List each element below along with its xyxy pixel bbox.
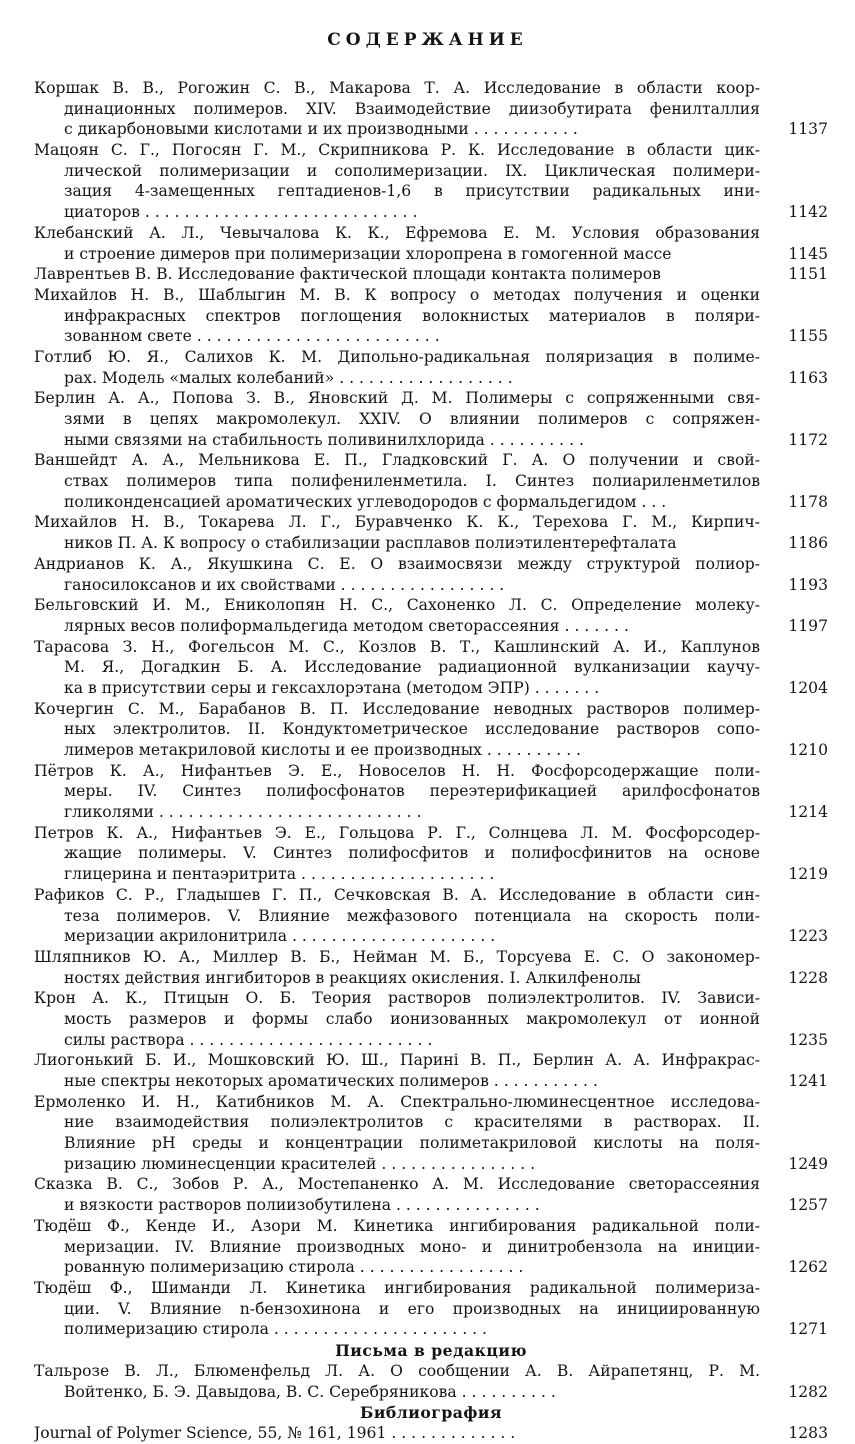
toc-entry-line xyxy=(34,368,828,389)
toc-entry-text: и вязкости растворов полиизобутилена . . . . . . . . . . . . . . . xyxy=(64,1196,540,1215)
toc-entry xyxy=(34,885,828,947)
toc-page-number: 1214 xyxy=(788,803,828,822)
toc-entry-line xyxy=(34,244,828,265)
toc-entry-text: ные спектры некоторых ароматических полимеров . . . . . . . . . . . xyxy=(64,1072,598,1090)
toc-entry-line xyxy=(34,1050,828,1071)
toc-entry-line xyxy=(34,492,828,513)
toc-entry-text: Рафиков С. Р., Гладышев Г. П., Сечковская В. А. Исследование в области син- xyxy=(34,885,760,904)
toc-entry-line xyxy=(34,1278,828,1299)
toc-entry-line xyxy=(34,719,828,740)
toc-entry-text: меры. IV. Синтез полифосфонатов переэтерификацией арилфосфонатов xyxy=(64,782,760,801)
toc-entry-text: Берлин А. А., Попова З. В., Яновский Д. М. Полимеры с сопряженными свя- xyxy=(34,389,760,408)
toc-entry-text: ризацию люминесценции красителей . . . . . . . . . . . . . . . . xyxy=(64,1154,536,1173)
toc-entry-line xyxy=(34,285,828,306)
toc-page-number: 1262 xyxy=(788,1258,828,1277)
toc-entry-line xyxy=(34,657,828,678)
toc-page-number: 1249 xyxy=(788,1154,828,1173)
toc-entry-text: Тарасова З. Н., Фогельсон М. С., Козлов В. Т., Кашлинский А. И., Каплунов xyxy=(34,637,760,656)
toc-entry xyxy=(34,1361,828,1402)
toc-entry xyxy=(34,637,828,699)
toc-entry-text: циаторов . . . . . . . . . . . . . . . . . . . . . . . . . . . . xyxy=(64,203,418,222)
toc-entry-line xyxy=(34,388,828,409)
toc-page-number: 1163 xyxy=(788,368,828,387)
toc-entry-text: Journal of Polymer Science, 55, № 161, 1961 . . . . . . . . . . . . . xyxy=(34,1424,516,1443)
toc-entry-text: ка в присутствии серы и гексахлорэтана (методом ЭПР) . . . . . . . xyxy=(64,678,600,697)
toc-page-number: 1193 xyxy=(788,575,828,594)
toc-entry xyxy=(34,1216,828,1278)
toc-entry-text: инфракрасных спектров поглощения волокнистых материалов в поляри- xyxy=(64,306,760,325)
toc-entry xyxy=(34,1092,828,1175)
toc-page-number: 1235 xyxy=(788,1030,828,1049)
toc-entry-text: Шляпников Ю. А., Миллер В. Б., Нейман М. Б., Торсуева Е. С. О закономер- xyxy=(34,947,760,966)
toc-entry-text: мость размеров и формы слабо ионизованных макромолекул от ионной xyxy=(64,1009,760,1028)
toc-entry xyxy=(34,699,828,761)
toc-entry xyxy=(34,595,828,636)
toc-page-number: 1197 xyxy=(788,616,828,635)
toc-entry-text: Коршак В. В., Рогожин С. В., Макарова Т. А. Исследование в области коор- xyxy=(34,79,760,97)
toc-entry-text: Андрианов К. А., Якушкина С. Е. О взаимосвязи между структурой полиор- xyxy=(34,554,760,573)
toc-entry-text: глицерина и пентаэритрита . . . . . . . . . . . . . . . . . . . . xyxy=(64,865,495,884)
toc-entry-line xyxy=(34,1361,828,1382)
toc-entry-text: лимеров метакриловой кислоты и ее производных . . . . . . . . . . xyxy=(64,741,582,759)
bibliography-heading: Библиография xyxy=(360,1403,502,1423)
toc-entry xyxy=(34,512,828,553)
toc-entry xyxy=(34,78,828,140)
toc-entry-line xyxy=(34,1071,828,1092)
toc-entry-text: лической полимеризации и сополимеризации. IX. Циклическая полимери- xyxy=(64,161,760,180)
toc-entry-line xyxy=(34,450,828,471)
toc-entry-text: Клебанский А. Л., Чевычалова К. К., Ефремова Е. М. Условия образования xyxy=(34,223,760,242)
toc-entry-line xyxy=(34,78,828,99)
letters-heading: Письма в редакцию xyxy=(335,1340,527,1360)
toc-entry-text: Крон А. К., Птицын О. Б. Теория растворов полиэлектролитов. IV. Зависи- xyxy=(34,989,760,1008)
toc-entry-text: жащие полимеры. V. Синтез полифосфитов и полифосфинитов на основе xyxy=(64,844,760,863)
toc-entry-line xyxy=(34,947,828,968)
toc-entry-line xyxy=(34,823,828,844)
toc-entry-text: Бельговский И. М., Ениколопян Н. С., Сахоненко Л. С. Определение молеку- xyxy=(34,596,760,615)
contents-list xyxy=(34,78,828,1444)
toc-entry-line xyxy=(34,554,828,575)
toc-entry-line xyxy=(34,202,828,223)
toc-page-number: 1178 xyxy=(788,492,828,511)
toc-entry xyxy=(34,554,828,595)
toc-entry-line xyxy=(34,843,828,864)
toc-page-number: 1186 xyxy=(788,534,828,553)
toc-entry-text: Войтенко, Б. Э. Давыдова, В. С. Серебряникова . . . . . . . . . . xyxy=(64,1382,556,1401)
toc-entry-line xyxy=(34,1257,828,1278)
toc-entry-line xyxy=(34,1154,828,1175)
toc-page-number: 1155 xyxy=(788,327,828,346)
toc-entry xyxy=(34,988,828,1050)
toc-entry-text: Сказка В. С., Зобов Р. А., Мостепаненко А. М. Исследование светорассеяния xyxy=(34,1175,760,1194)
toc-entry-line xyxy=(34,761,828,782)
toc-entry-text: ных электролитов. II. Кондуктометрическое исследование растворов сопо- xyxy=(64,720,760,739)
toc-entry-line xyxy=(34,99,828,120)
toc-entry-text: меризации акрилонитрила . . . . . . . . . . . . . . . . . . . . . xyxy=(64,927,496,946)
toc-entry-line xyxy=(34,409,828,430)
toc-entry-line xyxy=(34,161,828,182)
toc-entry-line xyxy=(34,802,828,823)
toc-entry-text: динационных полимеров. XIV. Взаимодействие диизобутирата фенилталлия xyxy=(64,99,760,118)
toc-entry-line xyxy=(34,926,828,947)
toc-entry-line xyxy=(34,637,828,658)
toc-entry-text: ностях действия ингибиторов в реакциях окисления. I. Алкилфенолы xyxy=(64,968,641,987)
toc-entry xyxy=(34,388,828,450)
toc-entry-line xyxy=(34,1299,828,1320)
toc-entry-line xyxy=(34,1216,828,1237)
toc-entry-text: гликолями . . . . . . . . . . . . . . . . . . . . . . . . . . . xyxy=(64,803,422,822)
toc-entry-text: Петров К. А., Нифантьев Э. Е., Гольцова Р. Г., Солнцева Л. М. Фосфорсодер- xyxy=(34,823,760,842)
toc-entry-text: лярных весов полиформальдегида методом светорассеяния . . . . . . . xyxy=(64,616,629,635)
toc-page-number: 1223 xyxy=(788,927,828,946)
toc-entry-text: Тюдёш Ф., Шиманди Л. Кинетика ингибирования радикальной полимериза- xyxy=(34,1278,760,1297)
toc-entry-text: меризации. IV. Влияние производных моно- и динитробензола на иниции- xyxy=(64,1237,760,1256)
toc-entry-text: ными связями на стабильность поливинилхлорида . . . . . . . . . . xyxy=(64,430,584,449)
toc-entry-line xyxy=(34,326,828,347)
toc-entry-text: зация 4-замещенных гептадиенов-1,6 в присутствии радикальных ини- xyxy=(64,182,760,201)
toc-entry-line xyxy=(34,906,828,927)
toc-entry-text: ции. V. Влияние n-бензохинона и его производных на инициированную xyxy=(64,1299,760,1318)
toc-entry-text: ганосилоксанов и их свойствами . . . . . . . . . . . . . . . . . xyxy=(64,575,505,594)
toc-entry-line xyxy=(34,1423,828,1444)
toc-entry-line xyxy=(34,1030,828,1051)
toc-entry-text: Ермоленко И. Н., Катибников М. А. Спектрально-люминесцентное исследова- xyxy=(34,1092,760,1111)
toc-entry-line xyxy=(34,781,828,802)
toc-entry xyxy=(34,264,828,285)
toc-page-number: 1283 xyxy=(788,1424,828,1443)
toc-page-number: 1257 xyxy=(788,1196,828,1215)
toc-entry xyxy=(34,285,828,347)
toc-entry-text: рованную полимеризацию стирола . . . . . . . . . . . . . . . . . xyxy=(64,1258,524,1277)
toc-entry-text: Мацоян С. Г., Погосян Г. М., Скрипникова Р. К. Исследование в области цик- xyxy=(34,141,760,160)
toc-entry-text: Пётров К. А., Нифантьев Э. Е., Новоселов Н. Н. Фосфорсодержащие поли- xyxy=(34,761,760,780)
toc-entry-text: полимеризацию стирола . . . . . . . . . . . . . . . . . . . . . . xyxy=(64,1320,487,1339)
toc-entry xyxy=(34,1050,828,1091)
toc-entry-line xyxy=(34,119,828,140)
toc-page-number: 1282 xyxy=(788,1382,828,1401)
toc-entry xyxy=(34,947,828,988)
toc-entry-text: Михайлов Н. В., Токарева Л. Г., Буравченко К. К., Терехова Г. М., Кирпич- xyxy=(34,513,760,532)
toc-entry xyxy=(34,347,828,388)
toc-entry-line xyxy=(34,575,828,596)
toc-entry-line xyxy=(34,988,828,1009)
toc-entry-line xyxy=(34,1133,828,1154)
toc-entry-text: и строение димеров при полимеризации хлоропрена в гомогенной массе xyxy=(64,244,672,263)
toc-page-number: 1142 xyxy=(788,203,828,222)
toc-entry-text: ников П. А. К вопросу о стабилизации расплавов полиэтилентерефталата xyxy=(64,534,677,553)
toc-entry-line xyxy=(34,1382,828,1403)
toc-entry-line xyxy=(34,1195,828,1216)
toc-entry-line xyxy=(34,471,828,492)
toc-entry-text: М. Я., Догадкин Б. А. Исследование радиационной вулканизации каучу- xyxy=(64,658,760,677)
toc-entry-text: Влияние pH среды и концентрации полиметакриловой кислоты на поля- xyxy=(64,1134,760,1153)
toc-entry-line xyxy=(34,181,828,202)
toc-entry-line xyxy=(34,595,828,616)
toc-entry-line xyxy=(34,885,828,906)
toc-entry xyxy=(34,140,828,223)
toc-entry-text: Михайлов Н. В., Шаблыгин М. В. К вопросу о методах получения и оценки xyxy=(34,285,760,304)
toc-entry-line xyxy=(34,1009,828,1030)
toc-entry-line xyxy=(34,968,828,989)
toc-entry-text: с дикарбоновыми кислотами и их производными . . . . . . . . . . . xyxy=(64,120,578,139)
toc-entry-line xyxy=(34,430,828,451)
toc-page-number: 1145 xyxy=(788,244,828,263)
toc-entry xyxy=(34,1423,828,1444)
toc-entry-line xyxy=(34,306,828,327)
toc-entry-line xyxy=(34,616,828,637)
toc-entry-text: Кочергин С. М., Барабанов В. П. Исследование неводных растворов полимер- xyxy=(34,699,760,718)
toc-entry-text: Готлиб Ю. Я., Салихов К. М. Дипольно-радикальная поляризация в полиме- xyxy=(34,347,760,366)
toc-entry-line xyxy=(34,347,828,368)
toc-entry-line xyxy=(34,740,828,761)
toc-entry-text: ние взаимодействия полиэлектролитов с красителями в растворах. II. xyxy=(64,1113,760,1132)
toc-entry-line xyxy=(34,1174,828,1195)
toc-page-number: 1241 xyxy=(788,1072,828,1090)
toc-entry-text: Тальрозе В. Л., Блюменфельд Л. А. О сообщении А. В. Айрапетянц, Р. М. xyxy=(34,1361,760,1380)
toc-entry-text: теза полимеров. V. Влияние межфазового потенциала на скорость поли- xyxy=(64,906,760,925)
toc-entry-line xyxy=(34,140,828,161)
toc-entry xyxy=(34,450,828,512)
toc-entry-line xyxy=(34,1319,828,1340)
toc-page-number: 1204 xyxy=(788,678,828,697)
toc-entry xyxy=(34,1278,828,1340)
toc-entry-line xyxy=(34,264,828,285)
toc-page-number: 1151 xyxy=(788,265,828,284)
toc-entry-line xyxy=(34,1237,828,1258)
toc-entry-line xyxy=(34,699,828,720)
toc-entry-line xyxy=(34,533,828,554)
toc-entry-line xyxy=(34,864,828,885)
toc-entry xyxy=(34,823,828,885)
toc-entry-text: зями в цепях макромолекул. XXIV. О влиянии полимеров с сопряжен- xyxy=(64,410,760,428)
toc-page-number: 1172 xyxy=(788,430,828,449)
toc-entry xyxy=(34,761,828,823)
toc-entry-text: зованном свете . . . . . . . . . . . . . . . . . . . . . . . . . xyxy=(64,327,440,346)
toc-entry-line xyxy=(34,1112,828,1133)
toc-entry-line xyxy=(34,1092,828,1113)
toc-entry-text: Лаврентьев В. В. Исследование фактической площади контакта полимеров xyxy=(34,265,661,284)
toc-entry xyxy=(34,223,828,264)
toc-page-number: 1210 xyxy=(788,741,828,759)
toc-entry-text: ствах полимеров типа полифениленметила. I. Синтез полиариленметилов xyxy=(64,472,760,491)
toc-entry xyxy=(34,1174,828,1215)
toc-page-number: 1271 xyxy=(788,1320,828,1339)
toc-entry-text: Лиогонький Б. И., Мошковский Ю. Ш., Паринi В. П., Берлин А. А. Инфракрас- xyxy=(34,1051,760,1070)
toc-entry-text: силы раствора . . . . . . . . . . . . . . . . . . . . . . . . . xyxy=(64,1030,433,1049)
toc-entry-text: Ваншейдт А. А., Мельникова Е. П., Гладковский Г. А. О получении и свой- xyxy=(34,451,760,470)
toc-page-number: 1219 xyxy=(788,865,828,884)
toc-entry-text: Тюдёш Ф., Кенде И., Азори М. Кинетика ингибирования радикальной поли- xyxy=(34,1216,760,1235)
toc-page-number: 1137 xyxy=(788,120,828,139)
toc-entry-line xyxy=(34,223,828,244)
toc-entry-text: поликонденсацией ароматических углеводородов с формальдегидом . . . xyxy=(64,492,667,511)
page-title: СОДЕРЖАНИЕ xyxy=(327,30,528,50)
toc-entry-text: рах. Модель «малых колебаний» . . . . . . . . . . . . . . . . . . xyxy=(64,368,513,387)
toc-entry-line xyxy=(34,512,828,533)
toc-page-number: 1228 xyxy=(788,968,828,987)
toc-entry-line xyxy=(34,678,828,699)
